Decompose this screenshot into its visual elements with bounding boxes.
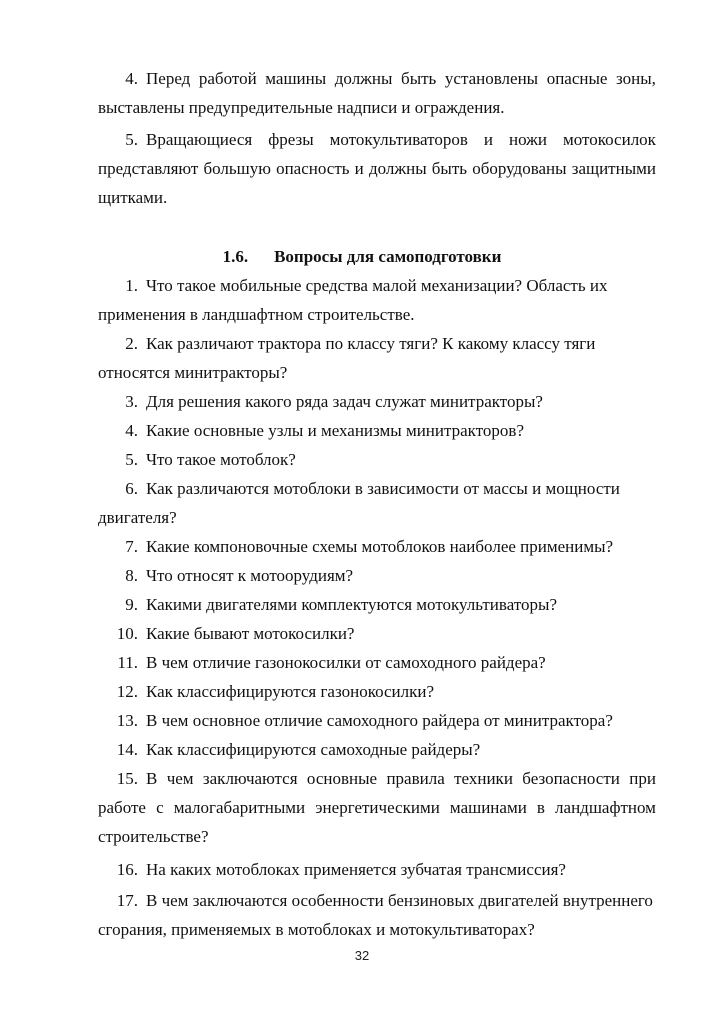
question-number: 13. [116, 711, 138, 730]
question-text-cont-2: строительстве? [98, 827, 209, 846]
question-7 [98, 532, 656, 561]
question-text: Для решения какого ряда задач служат минитракторы? [146, 392, 543, 411]
question-6 [98, 474, 656, 532]
item-line-2: выставлены предупредительные надписи и ограждения. [98, 98, 505, 117]
question-number: 17. [116, 891, 138, 910]
question-number: 16. [116, 860, 138, 879]
question-number: 4. [125, 421, 138, 440]
question-14 [98, 735, 656, 764]
question-15 [98, 764, 656, 851]
question-number: 5. [125, 450, 138, 469]
question-text: На каких мотоблоках применяется зубчатая трансмиссия? [146, 860, 566, 879]
section-heading [0, 242, 724, 271]
question-text: Какие бывают мотокосилки? [146, 624, 355, 643]
question-4 [98, 416, 656, 445]
question-5 [98, 445, 656, 474]
intro-item-5 [98, 125, 656, 212]
question-text: Как классифицируются самоходные райдеры? [146, 740, 481, 759]
item-line-2: представляют большую опасность и должны быть оборудованы защитными [98, 159, 656, 178]
question-9 [98, 590, 656, 619]
question-text: Как различаются мотоблоки в зависимости от массы и мощности [146, 479, 620, 498]
question-text: В чем заключаются основные правила техники безопасности при [146, 769, 656, 788]
question-text: Какие компоновочные схемы мотоблоков наиболее применимы? [146, 537, 614, 556]
section-number: 1.6. [222, 247, 249, 266]
question-text: В чем заключаются особенности бензиновых двигателей внутреннего [146, 891, 653, 910]
intro-item-4 [98, 64, 656, 122]
question-16 [98, 855, 656, 884]
page-number: 32 [354, 948, 370, 963]
question-number: 3. [125, 392, 138, 411]
question-text: Что такое мобильные средства малой механизации? Область их [146, 276, 608, 295]
question-number: 8. [125, 566, 138, 585]
question-text: В чем отличие газонокосилки от самоходного райдера? [146, 653, 546, 672]
question-11 [98, 648, 656, 677]
question-text-cont: двигателя? [98, 508, 177, 527]
question-text: Что такое мотоблок? [146, 450, 296, 469]
question-12 [98, 677, 656, 706]
item-line-1: Вращающиеся фрезы мотокультиваторов и ножи мотокосилок [146, 130, 656, 149]
question-text: В чем основное отличие самоходного райдера от минитрактора? [146, 711, 613, 730]
item-number: 4. [125, 69, 138, 88]
question-number: 6. [125, 479, 138, 498]
question-text: Что относят к мотоорудиям? [146, 566, 354, 585]
item-number: 5. [125, 130, 138, 149]
question-text: Какие основные узлы и механизмы минитракторов? [146, 421, 524, 440]
question-text-cont: сгорания, применяемых в мотоблоках и мотокультиваторах? [98, 920, 535, 939]
question-text: Как различают трактора по классу тяги? К какому классу тяги [146, 334, 596, 353]
question-text-cont: работе с малогабаритными энергетическими машинами в ландшафтном [98, 798, 656, 817]
question-text-cont: относятся минитракторы? [98, 363, 288, 382]
question-10 [98, 619, 656, 648]
question-number: 7. [125, 537, 138, 556]
item-line-3: щитками. [98, 188, 168, 207]
question-number: 2. [125, 334, 138, 353]
question-number: 15. [116, 769, 138, 788]
question-number: 1. [125, 276, 138, 295]
question-number: 10. [116, 624, 138, 643]
section-title: Вопросы для самоподготовки [274, 247, 502, 266]
question-number: 11. [117, 653, 138, 672]
question-text: Какими двигателями комплектуются мотокультиваторы? [146, 595, 557, 614]
item-line-1: Перед работой машины должны быть установлены опасные зоны, [146, 69, 656, 88]
question-text-cont: применения в ландшафтном строительстве. [98, 305, 415, 324]
question-8 [98, 561, 656, 590]
question-17 [98, 886, 656, 944]
question-number: 9. [125, 595, 138, 614]
question-text: Как классифицируются газонокосилки? [146, 682, 435, 701]
question-number: 14. [116, 740, 138, 759]
question-2 [98, 329, 656, 387]
question-13 [98, 706, 656, 735]
question-1 [98, 271, 656, 329]
question-3 [98, 387, 656, 416]
question-number: 12. [116, 682, 138, 701]
